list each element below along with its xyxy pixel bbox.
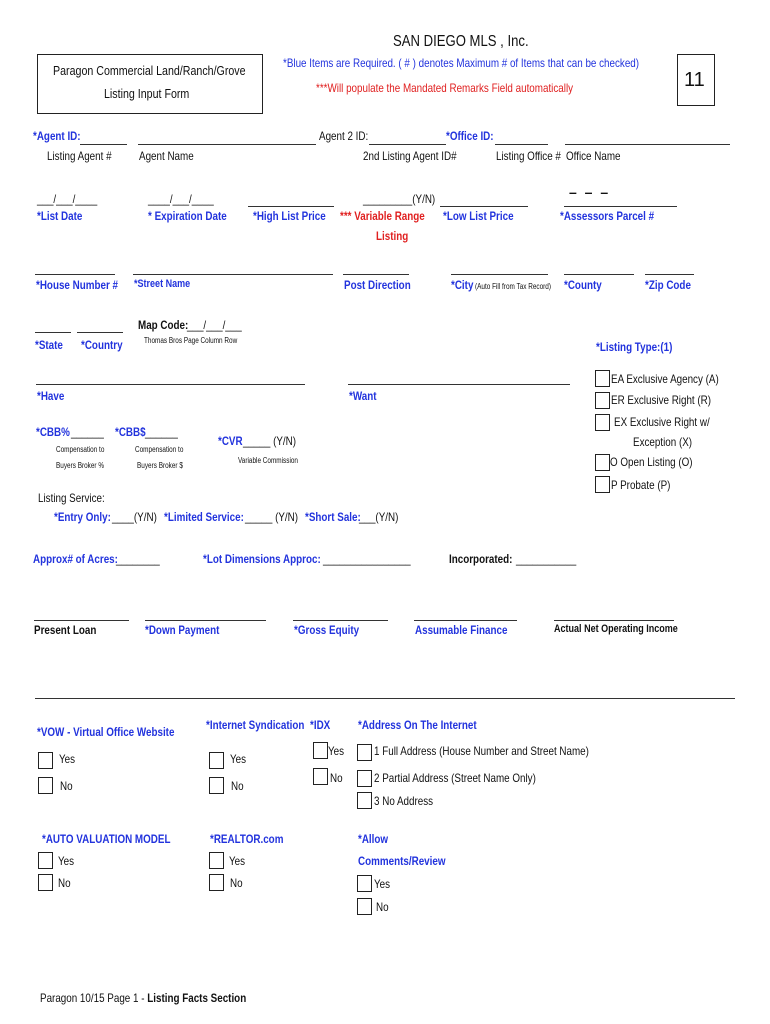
syndication-no-label: No	[231, 779, 244, 793]
limited-service-yn[interactable]: _____ (Y/N)	[245, 510, 299, 524]
idx-title: *IDX	[310, 718, 331, 732]
assumable-finance-field[interactable]	[414, 620, 517, 621]
idx-yes-checkbox[interactable]	[313, 742, 328, 759]
listing-type-ex-checkbox[interactable]	[595, 414, 610, 431]
zip-code-field[interactable]	[645, 274, 694, 275]
section-divider	[35, 698, 735, 699]
list-date-label: *List Date	[37, 209, 83, 223]
listing-agent-sub: Listing Agent #	[47, 149, 112, 163]
have-field[interactable]	[36, 384, 305, 385]
list-date-blank[interactable]: ___/___/____	[37, 192, 98, 206]
address-none-label: 3 No Address	[374, 794, 434, 808]
expiration-date-blank[interactable]: ____/___/____	[148, 192, 214, 206]
agent-id-field[interactable]	[80, 144, 127, 145]
present-loan-field[interactable]	[34, 620, 129, 621]
city-note: (Auto Fill from Tax Record)	[475, 282, 551, 291]
listing-type-o-label: O Open Listing (O)	[610, 455, 693, 469]
lot-dimensions-label: *Lot Dimensions Approc:	[203, 552, 321, 566]
down-payment-label: *Down Payment	[145, 623, 220, 637]
incorporated-blank[interactable]: ___________	[516, 552, 577, 566]
remarks-note: ***Will populate the Mandated Remarks Field automatically	[316, 81, 574, 95]
listing-type-ex-label: EX Exclusive Right w/	[614, 415, 710, 429]
vow-title: *VOW - Virtual Office Website	[37, 725, 175, 739]
entry-only-yn[interactable]: ____(Y/N)	[112, 510, 157, 524]
short-sale-yn[interactable]: ___(Y/N)	[359, 510, 399, 524]
variable-range-label-2: Listing	[376, 229, 409, 243]
zip-code-label: *Zip Code	[645, 278, 691, 292]
idx-no-label: No	[330, 771, 343, 785]
footer-prefix: Paragon 10/15 Page 1 -	[40, 991, 145, 1005]
realtor-yes-checkbox[interactable]	[209, 852, 224, 869]
allow-yes-checkbox[interactable]	[357, 875, 372, 892]
incorporated-label: Incorporated:	[449, 552, 513, 566]
variable-range-label: *** Variable Range	[340, 209, 425, 223]
realtor-no-label: No	[230, 876, 243, 890]
city-field[interactable]	[451, 274, 548, 275]
office-name-field[interactable]	[565, 144, 730, 145]
state-field[interactable]	[35, 332, 71, 333]
agent-id-label: *Agent ID:	[33, 129, 81, 143]
post-direction-field[interactable]	[343, 274, 409, 275]
cbb-pct-sub2: Buyers Broker %	[56, 461, 105, 470]
approx-acres-blank[interactable]: ________	[116, 552, 160, 566]
agent-name-sub: Agent Name	[139, 149, 194, 163]
syndication-yes-label: Yes	[230, 752, 247, 766]
vow-no-checkbox[interactable]	[38, 777, 53, 794]
address-partial-label: 2 Partial Address (Street Name Only)	[374, 771, 536, 785]
actual-noi-label: Actual Net Operating Income	[554, 623, 678, 635]
city-label: *City	[451, 278, 474, 292]
address-partial-checkbox[interactable]	[357, 770, 372, 787]
cbb-dollar-blank[interactable]: ______	[145, 425, 178, 439]
have-label: *Have	[37, 389, 65, 403]
idx-no-checkbox[interactable]	[313, 768, 328, 785]
listing-type-ea-label: EA Exclusive Agency (A)	[611, 372, 719, 386]
map-code-sub: Thomas Bros Page Column Row	[144, 336, 238, 345]
office-name-sub: Office Name	[566, 149, 621, 163]
avm-title: *AUTO VALUATION MODEL	[42, 832, 171, 846]
realtor-title: *REALTOR.com	[210, 832, 284, 846]
down-payment-field[interactable]	[145, 620, 266, 621]
allow-no-label: No	[376, 900, 389, 914]
address-full-label: 1 Full Address (House Number and Street Name)	[374, 744, 589, 758]
actual-noi-field[interactable]	[554, 620, 674, 621]
want-field[interactable]	[348, 384, 570, 385]
present-loan-label: Present Loan	[34, 623, 97, 637]
agent2-id-field[interactable]	[369, 144, 446, 145]
short-sale-label: *Short Sale:	[305, 510, 361, 524]
listing-type-p-label: P Probate (P)	[611, 478, 671, 492]
realtor-no-checkbox[interactable]	[209, 874, 224, 891]
county-field[interactable]	[564, 274, 634, 275]
expiration-date-label: * Expiration Date	[148, 209, 227, 223]
second-agent-sub: 2nd Listing Agent ID#	[363, 149, 457, 163]
street-name-field[interactable]	[133, 274, 333, 275]
assessors-parcel-field[interactable]	[564, 206, 677, 207]
avm-no-label: No	[58, 876, 71, 890]
office-id-field[interactable]	[495, 144, 548, 145]
entry-only-label: *Entry Only:	[54, 510, 111, 524]
avm-no-checkbox[interactable]	[38, 874, 53, 891]
allow-title-2: Comments/Review	[358, 854, 446, 868]
cbb-dollar-sub1: Compensation to	[135, 445, 184, 454]
address-internet-title: *Address On The Internet	[358, 718, 477, 732]
country-label: *Country	[81, 338, 123, 352]
want-label: *Want	[349, 389, 377, 403]
listing-type-o-checkbox[interactable]	[595, 454, 610, 471]
syndication-yes-checkbox[interactable]	[209, 752, 224, 769]
required-note: *Blue Items are Required. ( # ) denotes Maximum # of Items that can be checked)	[283, 56, 640, 70]
vow-yes-checkbox[interactable]	[38, 752, 53, 769]
avm-yes-label: Yes	[58, 854, 75, 868]
listing-service-title: Listing Service:	[38, 491, 105, 505]
address-none-checkbox[interactable]	[357, 792, 372, 809]
footer-section: Listing Facts Section	[147, 991, 247, 1005]
vow-no-label: No	[60, 779, 73, 793]
allow-title: *Allow	[358, 832, 389, 846]
realtor-yes-label: Yes	[229, 854, 246, 868]
avm-yes-checkbox[interactable]	[38, 852, 53, 869]
variable-range-blank[interactable]: _________(Y/N)	[363, 192, 436, 206]
listing-type-ex-label-2: Exception (X)	[633, 435, 693, 449]
post-direction-label: Post Direction	[344, 278, 411, 292]
cvr-yn[interactable]: _____ (Y/N)	[243, 434, 297, 448]
form-title-line2: Listing Input Form	[104, 86, 190, 101]
county-label: *County	[564, 278, 602, 292]
house-number-field[interactable]	[35, 274, 115, 275]
high-list-price-label: *High List Price	[253, 209, 326, 223]
map-code-label: Map Code:	[138, 318, 189, 332]
syndication-no-checkbox[interactable]	[209, 777, 224, 794]
cvr-sub: Variable Commission	[238, 456, 298, 465]
listing-type-p-checkbox[interactable]	[595, 476, 610, 493]
syndication-title: *Internet Syndication	[206, 718, 305, 732]
idx-yes-label: Yes	[328, 744, 345, 758]
company-name: SAN DIEGO MLS , Inc.	[393, 33, 529, 50]
cvr-label: *CVR	[218, 434, 243, 448]
allow-no-checkbox[interactable]	[357, 898, 372, 915]
approx-acres-label: Approx# of Acres:	[33, 552, 118, 566]
listing-type-er-checkbox[interactable]	[595, 392, 610, 409]
listing-office-sub: Listing Office #	[496, 149, 561, 163]
cbb-pct-sub1: Compensation to	[56, 445, 105, 454]
vow-yes-label: Yes	[59, 752, 76, 766]
cbb-pct-blank[interactable]: ______	[71, 425, 104, 439]
low-list-price-field[interactable]	[440, 206, 528, 207]
state-label: *State	[35, 338, 63, 352]
parcel-dashes: – – –	[569, 184, 611, 200]
address-full-checkbox[interactable]	[357, 744, 372, 761]
agent-name-field[interactable]	[138, 144, 316, 145]
gross-equity-label: *Gross Equity	[294, 623, 360, 637]
form-title-line1: Paragon Commercial Land/Ranch/Grove	[53, 63, 246, 78]
lot-dimensions-blank[interactable]: ________________	[323, 552, 411, 566]
page-number: 11	[684, 69, 705, 91]
assessors-parcel-label: *Assessors Parcel #	[560, 209, 655, 223]
office-id-label: *Office ID:	[446, 129, 494, 143]
high-list-price-field[interactable]	[248, 206, 334, 207]
cbb-pct-label: *CBB%	[36, 425, 70, 439]
footer	[40, 992, 246, 1004]
limited-service-label: *Limited Service:	[164, 510, 244, 524]
allow-yes-label: Yes	[374, 877, 391, 891]
cbb-dollar-sub2: Buyers Broker $	[137, 461, 183, 470]
gross-equity-field[interactable]	[293, 620, 388, 621]
low-list-price-label: *Low List Price	[443, 209, 514, 223]
street-name-label: *Street Name	[134, 278, 191, 290]
house-number-label: *House Number #	[36, 278, 119, 292]
listing-type-title: *Listing Type:(1)	[596, 340, 673, 354]
cbb-dollar-label: *CBB$	[115, 425, 146, 439]
assumable-finance-label: Assumable Finance	[415, 623, 508, 637]
listing-type-ea-checkbox[interactable]	[595, 370, 610, 387]
country-field[interactable]	[77, 332, 123, 333]
listing-type-er-label: ER Exclusive Right (R)	[611, 393, 712, 407]
map-code-blank[interactable]: ___/___/___	[187, 318, 242, 332]
agent2-id-label: Agent 2 ID:	[319, 129, 369, 143]
